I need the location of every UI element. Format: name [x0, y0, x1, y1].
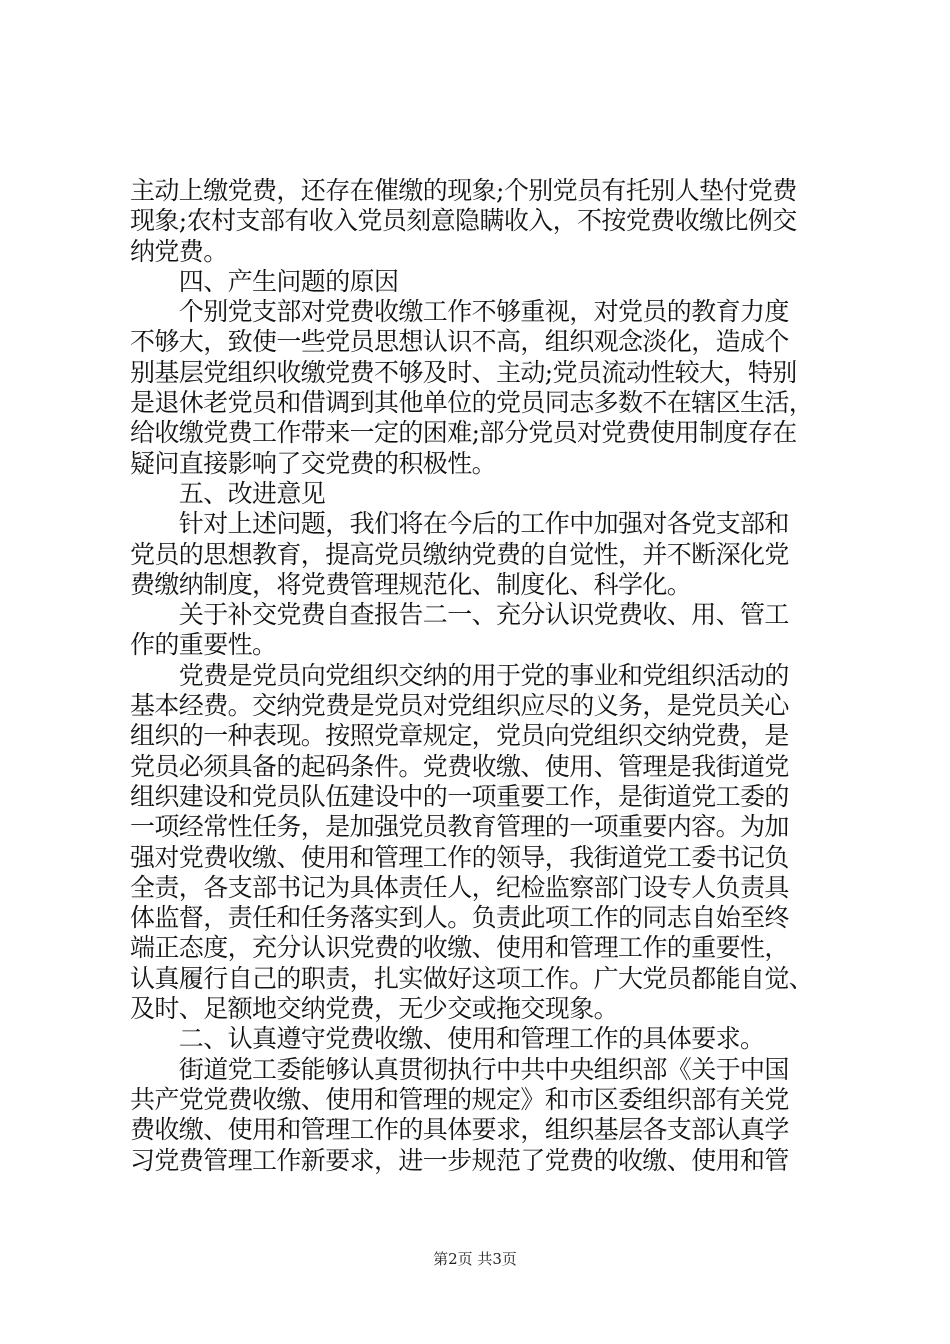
text-line: 给收缴党费工作带来一定的困难;部分党员对党费使用制度存在: [130, 418, 797, 448]
text-line: 共产党党费收缴、使用和管理的规定》和市区委组织部有关党: [130, 1084, 789, 1114]
text-line: 认真履行自己的职责，扎实做好这项工作。广大党员都能自觉、: [130, 963, 814, 993]
text-line: 党员必须具备的起码条件。党费收缴、使用、管理是我街道党: [130, 751, 789, 781]
text-line: 现象;农村支部有收入党员刻意隐瞒收入，不按党费收缴比例交: [130, 206, 797, 236]
section-heading: 四、产生问题的原因: [130, 266, 399, 296]
text-line: 全责，各支部书记为具体责任人，纪检监察部门设专人负责具: [130, 872, 789, 902]
text-line: 针对上述问题，我们将在今后的工作中加强对各党支部和: [130, 509, 789, 539]
text-line: 端正态度，充分认识党费的收缴、使用和管理工作的重要性，: [130, 933, 789, 963]
text-line: 不够大，致使一些党员思想认识不高，组织观念淡化，造成个: [130, 327, 789, 357]
text-line: 一项经常性任务，是加强党员教育管理的一项重要内容。为加: [130, 812, 789, 842]
text-line: 组织建设和党员队伍建设中的一项重要工作，是街道党工委的: [130, 781, 789, 811]
text-line: 疑问直接影响了交党费的积极性。: [130, 448, 497, 478]
text-line: 作的重要性。: [130, 630, 277, 660]
text-line: 费收缴、使用和管理工作的具体要求，组织基层各支部认真学: [130, 1115, 789, 1145]
text-line: 别基层党组织收缴党费不够及时、主动;党员流动性较大，特别: [130, 357, 797, 387]
section-heading: 五、改进意见: [130, 478, 326, 508]
text-line: 及时、足额地交纳党费，无少交或拖交现象。: [130, 994, 619, 1024]
text-line: 基本经费。交纳党费是党员对党组织应尽的义务，是党员关心: [130, 691, 789, 721]
page-footer: 第2页 共3页: [433, 1250, 517, 1268]
text-line: 纳党费。: [130, 236, 228, 266]
text-line: 习党费管理工作新要求，进一步规范了党费的收缴、使用和管: [130, 1145, 789, 1175]
document-body: [130, 176, 830, 1176]
text-line: 体监督，责任和任务落实到人。负责此项工作的同志自始至终: [130, 903, 789, 933]
text-line: 主动上缴党费，还存在催缴的现象;个别党员有托别人垫付党费: [130, 176, 797, 205]
text-line: 费缴纳制度，将党费管理规范化、制度化、科学化。: [130, 569, 692, 599]
section-heading: 二、认真遵守党费收缴、使用和管理工作的具体要求。: [130, 1024, 765, 1054]
text-line: 关于补交党费自查报告二一、充分认识党费收、用、管工: [130, 600, 789, 630]
text-line: 组织的一种表现。按照党章规定，党员向党组织交纳党费，是: [130, 721, 789, 751]
text-line: 是退休老党员和借调到其他单位的党员同志多数不在辖区生活，: [130, 388, 814, 418]
text-line: 党费是党员向党组织交纳的用于党的事业和党组织活动的: [130, 660, 789, 690]
text-line: 街道党工委能够认真贯彻执行中共中央组织部《关于中国: [130, 1054, 789, 1084]
text-line: 个别党支部对党费收缴工作不够重视，对党员的教育力度: [130, 297, 789, 327]
text-line: 党员的思想教育，提高党员缴纳党费的自觉性，并不断深化党: [130, 539, 789, 569]
text-line: 强对党费收缴、使用和管理工作的领导，我街道党工委书记负: [130, 842, 789, 872]
